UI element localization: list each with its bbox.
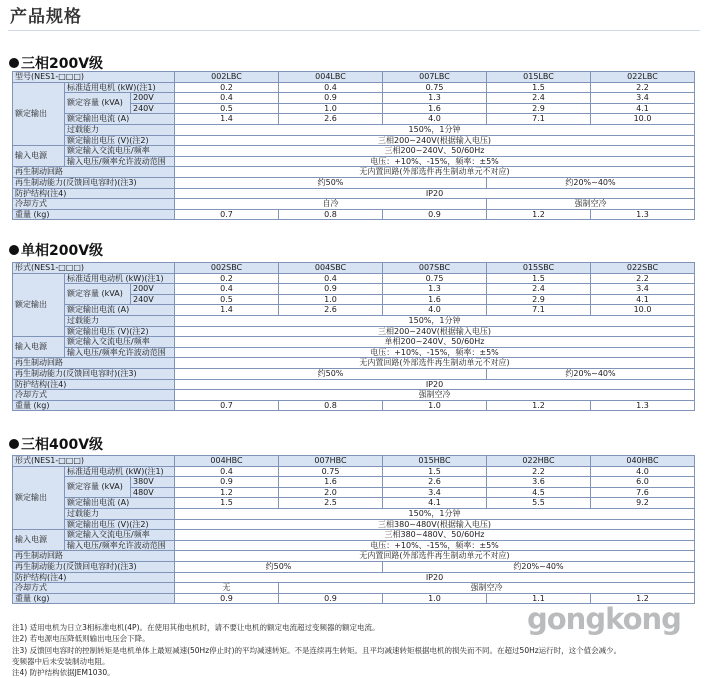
table-row: 额定输出 标准适用电动机 (kW)(注1) 0.4 0.75 1.5 2.2 4.0 (13, 466, 695, 477)
table-header-row: 形式(NES1-□□□) 004HBC 007HBC 015HBC 022HBC 040HBC (13, 456, 695, 467)
bullet-icon (9, 58, 19, 68)
watermark-logo: gongkong (527, 602, 681, 636)
table-header-row: 形式(NES1-□□□) 002SBC 004SBC 007SBC 015SBC 022SBC (13, 263, 695, 274)
table-row: 再生制动回路 无内置回路(外部选件再生制动单元不对应) (13, 167, 695, 178)
table-row: 再生制动能力(反馈回电容时)(注3) 约50% 约20%~40% (13, 561, 695, 572)
table-row: 额定输出电压 (V)(注2) 三相200~240V(根据输入电压) (13, 326, 695, 337)
table-row: 过载能力 150%，1分钟 (13, 508, 695, 519)
table-row: 240V 0.5 1.0 1.6 2.9 4.1 (13, 294, 695, 305)
table-header-row: 型号(NES1-□□□) 002LBC 004LBC 007LBC 015LBC 022LBC (13, 72, 695, 83)
table-row: 输入电源 额定输入交流电压/频率 三相200~240V、50/60Hz (13, 146, 695, 157)
footnote: 注3) 反馈回电容时的控制转矩是电机单体上最短减速(50Hz停止时)的平均减速转矩。不是连续再生转矩。且平均减速转矩根据电机的损失而不同。在超过50Hz运行时，这个值会减少。 (12, 645, 622, 655)
table-row: 冷却方式 自冷 强制空冷 (13, 199, 695, 210)
table-row: 再生制动能力(反馈回电容时)(注3) 约50% 约20%~40% (13, 368, 695, 379)
table-row: 重量 (kg) 0.9 0.9 1.0 1.1 1.2 (13, 593, 695, 604)
table-row: 额定输出电流 (A) 1.4 2.6 4.0 7.1 10.0 (13, 114, 695, 125)
spec-table-single-phase-200v (12, 262, 695, 411)
bullet-icon (9, 245, 19, 255)
table-row: 重量 (kg) 0.7 0.8 1.0 1.2 1.3 (13, 400, 695, 411)
table-row: 额定输出 标准适用电动机 (kW)(注1) 0.2 0.4 0.75 1.5 2.2 (13, 273, 695, 284)
footnote: 注4) 防护结构依据JEM1030。 (12, 668, 115, 678)
section-heading: 三相400V级 (9, 434, 103, 454)
table-row: 防护结构(注4) IP20 (13, 572, 695, 583)
table-row: 额定容量 (kVA) 200V 0.4 0.9 1.3 2.4 3.4 (13, 284, 695, 295)
table-row: 输入电压/频率允许波动范围 电压：+10%、-15%，频率：±5% (13, 540, 695, 551)
table-row: 重量 (kg) 0.7 0.8 0.9 1.2 1.3 (13, 209, 695, 220)
table-row: 再生制动回路 无内置回路(外部选件再生制动单元不对应) (13, 551, 695, 562)
table-row: 额定输出电流 (A) 1.4 2.6 4.0 7.1 10.0 (13, 305, 695, 316)
table-row: 再生制动回路 无内置回路(外部选件再生制动单元不对应) (13, 358, 695, 369)
section-heading: 单相200V级 (9, 240, 103, 260)
table-row: 再生制动能力(反馈回电容时)(注3) 约50% 约20%~40% (13, 177, 695, 188)
table-row: 冷却方式 强制空冷 (13, 390, 695, 401)
table-row: 输入电压/频率允许波动范围 电压：+10%、-15%，频率：±5% (13, 156, 695, 167)
page-title: 产品规格 (10, 7, 82, 27)
table-row: 额定输出电压 (V)(注2) 三相200~240V(根据输入电压) (13, 135, 695, 146)
table-row: 过载能力 150%，1分钟 (13, 124, 695, 135)
table-row: 冷却方式 无 强制空冷 (13, 583, 695, 594)
table-row: 输入电源 额定输入交流电压/频率 三相380~480V、50/60Hz (13, 530, 695, 541)
spec-table-three-phase-200v (12, 71, 695, 220)
table-row: 480V 1.2 2.0 3.4 4.5 7.6 (13, 487, 695, 498)
table-row: 额定输出电压 (V)(注2) 三相380~480V(根据输入电压) (13, 519, 695, 530)
footnote: 变频器中后未安装制动电阻。 (12, 656, 110, 666)
table-row: 额定容量 (kVA) 380V 0.9 1.6 2.6 3.6 6.0 (13, 477, 695, 488)
spec-table-three-phase-400v (12, 455, 695, 604)
table-row: 输入电压/频率允许波动范围 电压：+10%、-15%，频率：±5% (13, 347, 695, 358)
footnote: 注1) 适用电机为日立3相标准电机(4P)。在使用其他电机时，请不要让电机的额定电流超过变频器的额定电流。 (12, 623, 380, 632)
table-row: 240V 0.5 1.0 1.6 2.9 4.1 (13, 103, 695, 114)
title-divider (8, 30, 700, 31)
section-heading: 三相200V级 (9, 53, 103, 73)
table-row: 额定输出 标准适用电机 (kW)(注1) 0.2 0.4 0.75 1.5 2.2 (13, 82, 695, 93)
table-row: 过载能力 150%，1分钟 (13, 315, 695, 326)
table-row: 输入电源 额定输入交流电压/频率 单相200~240V、50/60Hz (13, 337, 695, 348)
table-row: 额定输出电流 (A) 1.5 2.5 4.1 5.5 9.2 (13, 498, 695, 509)
table-row: 防护结构(注4) IP20 (13, 188, 695, 199)
table-row: 防护结构(注4) IP20 (13, 379, 695, 390)
table-row: 额定容量 (kVA) 200V 0.4 0.9 1.3 2.4 3.4 (13, 93, 695, 104)
footnote: 注2) 若电源电压降低则输出电压会下降。 (12, 634, 150, 644)
bullet-icon (9, 439, 19, 449)
